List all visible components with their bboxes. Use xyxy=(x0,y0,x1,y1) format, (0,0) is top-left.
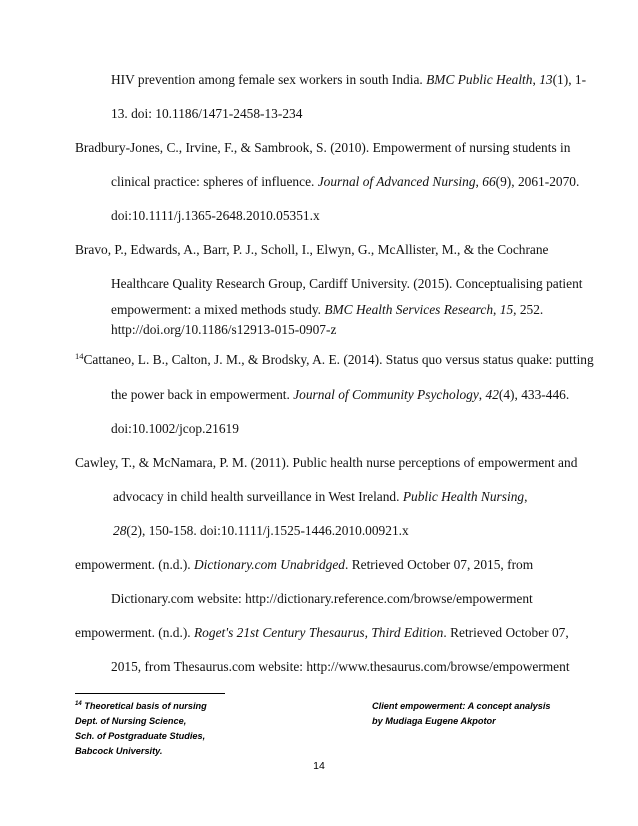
reference-line: clinical practice: spheres of influence. Journal of Advanced Nursing, 66(9), 2061-2070. xyxy=(111,174,580,189)
footnote-separator xyxy=(75,693,225,694)
page-number: 14 xyxy=(313,760,325,772)
reference-line: 13. doi: 10.1186/1471-2458-13-234 xyxy=(111,106,303,121)
reference-line: empowerment. (n.d.). Dictionary.com Unabridged. Retrieved October 07, 2015, from xyxy=(75,557,534,572)
footer-right-line: by Mudiaga Eugene Akpotor xyxy=(372,716,496,726)
reference-line: Healthcare Quality Research Group, Cardiff University. (2015). Conceptualising patient xyxy=(111,276,583,291)
footnote-marker: 14 xyxy=(75,351,84,361)
reference-line: Dictionary.com website: http://dictionary.reference.com/browse/empowerment xyxy=(111,591,533,606)
reference-line: http://doi.org/10.1186/s12913-015-0907-z xyxy=(111,322,337,337)
footnote-marker: 14 xyxy=(75,701,82,707)
reference-line: advocacy in child health surveillance in West Ireland. Public Health Nursing, xyxy=(113,489,528,504)
reference-line: 2015, from Thesaurus.com website: http://www.thesaurus.com/browse/empowerment xyxy=(111,659,570,674)
reference-line: $^{14}$Cattaneo, L. B., Calton, J. M., & Brodsky, A. E. (2014). Status quo versus status quake: putting xyxy=(75,351,594,367)
reference-line: doi:10.1111/j.1365-2648.2010.05351.x xyxy=(111,208,320,223)
reference-line: 28(2), 150-158. doi:10.1111/j.1525-1446.2010.00921.x xyxy=(113,523,409,538)
reference-line: empowerment. (n.d.). Roget's 21st Century Thesaurus, Third Edition. Retrieved October 07, xyxy=(75,625,569,640)
reference-line: doi:10.1002/jcop.21619 xyxy=(111,421,239,436)
footer-left-line: Dept. of Nursing Science, xyxy=(75,716,187,726)
reference-line: the power back in empowerment. Journal of Community Psychology, 42(4), 433-446. xyxy=(111,387,570,402)
reference-line: Cawley, T., & McNamara, P. M. (2011). Public health nurse perceptions of empowerment and xyxy=(75,455,578,470)
reference-line: Bradbury-Jones, C., Irvine, F., & Sambrook, S. (2010). Empowerment of nursing students in xyxy=(75,140,571,155)
footer-left-line: $^{14}$ Theoretical basis of nursing xyxy=(75,701,207,711)
footer-left-line: Babcock University. xyxy=(75,746,163,756)
reference-line: HIV prevention among female sex workers in south India. BMC Public Health, 13(1), 1- xyxy=(111,72,587,87)
reference-line: Bravo, P., Edwards, A., Barr, P. J., Scholl, I., Elwyn, G., McAllister, M., & the Cochrane xyxy=(75,242,549,257)
footer-left-line: Sch. of Postgraduate Studies, xyxy=(75,731,206,741)
reference-line: empowerment: a mixed methods study. BMC Health Services Research, 15, 252. xyxy=(111,302,544,317)
footer-right-line: Client empowerment: A concept analysis xyxy=(372,701,551,711)
